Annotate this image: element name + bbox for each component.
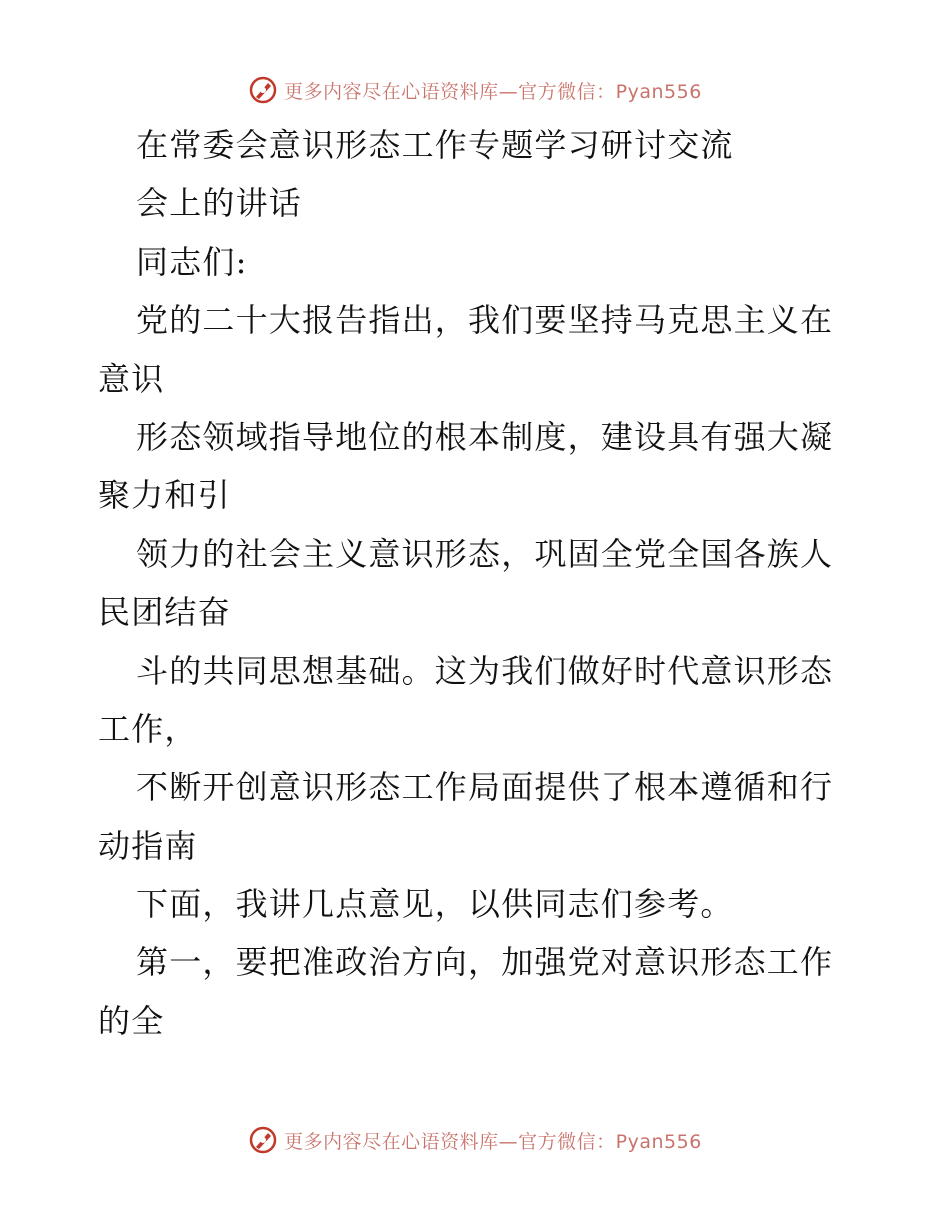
pen-circle-logo-icon bbox=[248, 1125, 278, 1155]
paragraph-line: 形态领域指导地位的根本制度，建设具有强大凝 bbox=[136, 417, 834, 456]
paragraph-line: 斗的共同思想基础。这为我们做好时代意识形态 bbox=[136, 651, 834, 690]
paragraph-line: 意识 bbox=[98, 359, 165, 398]
paragraph-line: 民团结奋 bbox=[98, 593, 231, 632]
document-body bbox=[98, 116, 858, 1050]
paragraph-line: 动指南 bbox=[98, 826, 198, 865]
title-line-2: 会上的讲话 bbox=[136, 184, 303, 223]
header-watermark-text: 更多内容尽在心语资料库—官方微信：Pyan556 bbox=[284, 80, 702, 103]
paragraph-line: 不断开创意识形态工作局面提供了根本遵循和行 bbox=[136, 768, 834, 807]
paragraph-line: 第一，要把准政治方向，加强党对意识形态工作 bbox=[136, 943, 834, 982]
paragraph-line: 聚力和引 bbox=[98, 476, 231, 515]
title-line-1: 在常委会意识形态工作专题学习研讨交流 bbox=[136, 126, 734, 164]
footer-watermark-text: 更多内容尽在心语资料库—官方微信：Pyan556 bbox=[284, 1130, 702, 1153]
footer-watermark-banner bbox=[0, 1120, 950, 1160]
paragraph-line: 领力的社会主义意识形态，巩固全党全国各族人 bbox=[136, 534, 834, 573]
salutation: 同志们: bbox=[136, 242, 248, 281]
paragraph-line: 下面，我讲几点意见，以供同志们参考。 bbox=[136, 885, 734, 924]
paragraph-line: 党的二十大报告指出，我们要坚持马克思主义在 bbox=[136, 301, 834, 340]
pen-circle-logo-icon bbox=[248, 75, 278, 105]
paragraph-line: 工作， bbox=[98, 709, 198, 748]
header-watermark-banner bbox=[0, 70, 950, 110]
paragraph-line: 的全 bbox=[98, 1001, 165, 1040]
